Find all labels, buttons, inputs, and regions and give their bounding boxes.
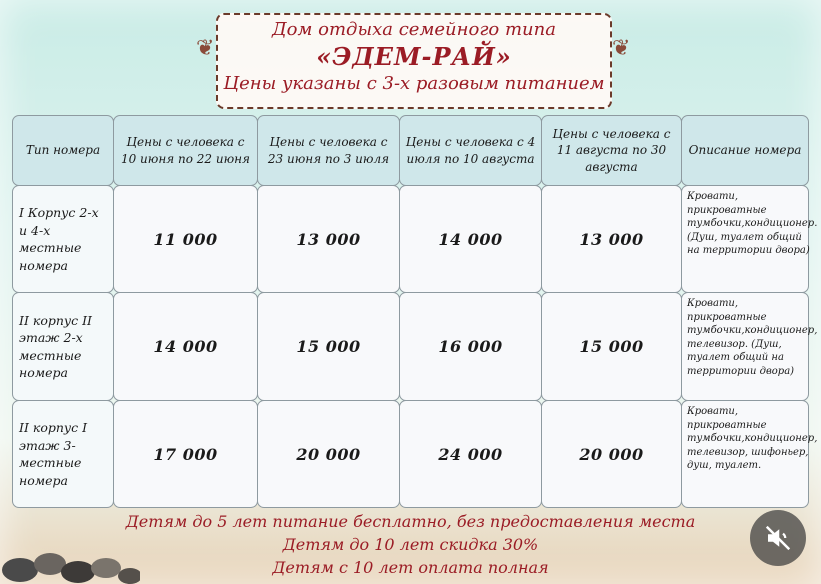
footer-line-1: Детям до 5 лет питание бесплатно, без предоставления места — [125, 512, 696, 531]
row-1-price-2: 13 000 — [257, 185, 400, 293]
header-room-type: Тип номера — [12, 115, 114, 186]
row-2-price-4: 15 000 — [541, 292, 682, 401]
row-1-room-type: I Корпус 2-х и 4-х местные номера — [12, 185, 114, 293]
speaker-muted-icon — [763, 523, 793, 553]
title-banner — [216, 13, 612, 109]
title-line-3: Цены указаны с 3-х разовым питанием — [223, 73, 605, 94]
header-period-4: Цены с человека с 11 августа по 30 августа — [541, 115, 682, 186]
row-3-price-1: 17 000 — [113, 400, 258, 508]
title-line-1: Дом отдыха семейного типа — [272, 19, 556, 40]
row-3-room-type: II корпус I этаж 3-местные номера — [12, 400, 114, 508]
row-2-price-3: 16 000 — [399, 292, 542, 401]
row-1-price-3: 14 000 — [399, 185, 542, 293]
row-3-price-3: 24 000 — [399, 400, 542, 508]
header-description: Описание номера — [681, 115, 809, 186]
row-1-description: Кровати, прикроватные тумбочки,кондиционер. (Душ, туалет общий на территории двора) — [681, 185, 809, 293]
row-2-price-2: 15 000 — [257, 292, 400, 401]
footer-line-3: Детям с 10 лет оплата полная — [272, 558, 549, 577]
row-1-price-1: 11 000 — [113, 185, 258, 293]
title-line-2: «ЭДЕМ-РАЙ» — [316, 42, 512, 71]
row-2-description: Кровати, прикроватные тумбочки,кондиционер, телевизор. (Душ, туалет общий на территории двора) — [681, 292, 809, 401]
price-table — [12, 115, 818, 507]
row-3-description: Кровати, прикроватные тумбочки,кондиционер, телевизор, шифоньер, душ, туалет. — [681, 400, 809, 508]
header-period-2: Цены с человека с 23 июня по 3 июля — [257, 115, 400, 186]
right-flourish-icon: ❦ — [612, 36, 631, 61]
row-1-price-4: 13 000 — [541, 185, 682, 293]
pebbles-decoration — [0, 538, 140, 584]
footer-line-2: Детям до 10 лет скидка 30% — [282, 535, 539, 554]
row-2-price-1: 14 000 — [113, 292, 258, 401]
left-flourish-icon: ❦ — [196, 36, 215, 61]
row-3-price-4: 20 000 — [541, 400, 682, 508]
row-3-price-2: 20 000 — [257, 400, 400, 508]
row-2-room-type: II корпус II этаж 2-х местные номера — [12, 292, 114, 401]
header-period-1: Цены с человека с 10 июня по 22 июня — [113, 115, 258, 186]
header-period-3: Цены с человека с 4 июля по 10 августа — [399, 115, 542, 186]
mute-button[interactable] — [750, 510, 806, 566]
